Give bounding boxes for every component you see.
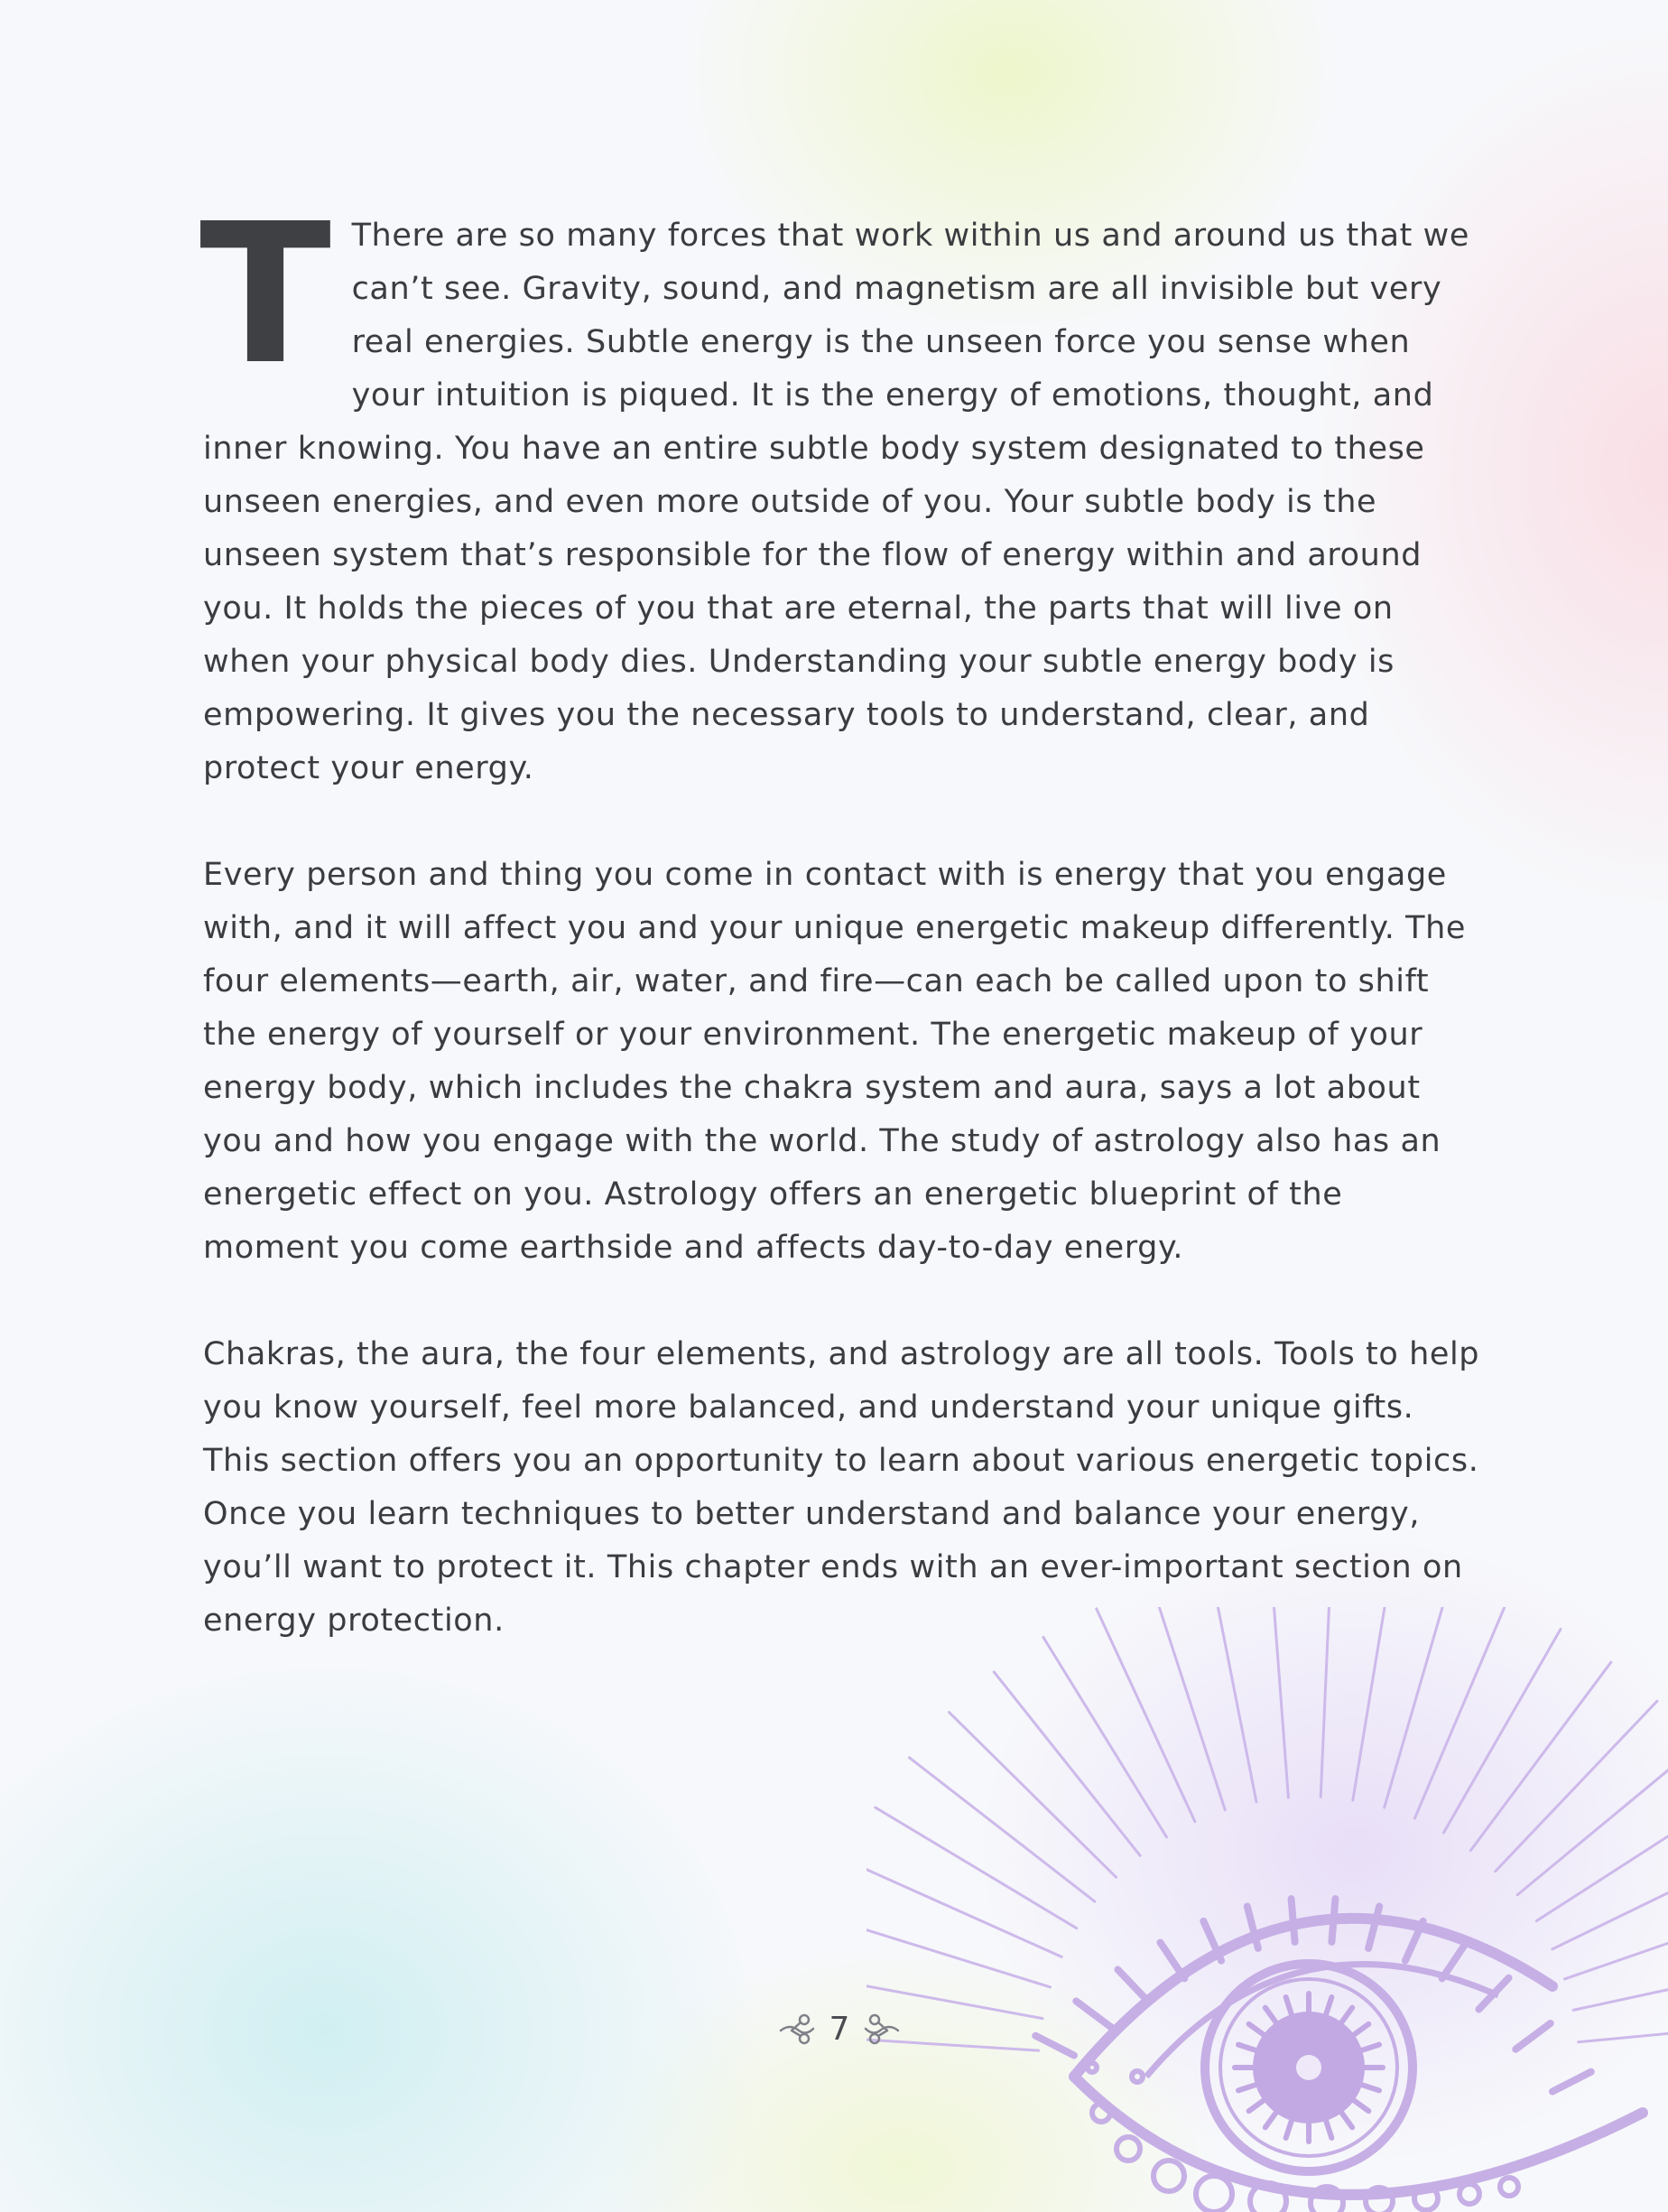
iris-ray <box>1326 1997 1332 2016</box>
iris-ray <box>1265 2112 1277 2128</box>
iris-ray <box>1353 2099 1369 2111</box>
iris-ray <box>1360 2085 1379 2091</box>
eye-lash <box>1076 2001 1110 2027</box>
eye-ray <box>1353 1607 1391 1800</box>
eye-ray <box>866 1861 1061 1956</box>
iris-ray <box>1340 2112 1352 2128</box>
eye-ray <box>1271 1607 1289 1798</box>
eye-ray <box>1552 1846 1668 1949</box>
iris-ray <box>1286 1997 1293 2016</box>
eye-lash <box>1515 2023 1550 2049</box>
drop-cap: T <box>199 182 332 407</box>
eye-lash <box>1442 1943 1467 1979</box>
eye-lash <box>1368 1906 1379 1947</box>
paragraph-3: Chakras, the aura, the four elements, and astrology are all tools. Tools to help you know yourself, feel more balanced, and understand your unique gifts. This section offers you an opportunity to learn about various energetic topics. Once you learn techniques to better understand and balance your energy, you’ll want to protect it. This chapter ends with an ever-important section on energy protection. <box>203 1336 1480 1639</box>
eye-ray <box>1565 1902 1668 1979</box>
eye-lash <box>1478 1978 1508 2010</box>
eye-ray <box>1414 1607 1506 1818</box>
eye-ray <box>1097 1609 1195 1822</box>
eye-ray <box>1320 1607 1330 1797</box>
page-number: 7 <box>829 2010 850 2048</box>
body-text <box>199 182 1485 1701</box>
eye-ray <box>1443 1629 1561 1832</box>
paragraph-1 <box>199 182 1485 795</box>
eye-lash <box>1035 2036 1074 2056</box>
iris-ray <box>1360 2045 1379 2051</box>
iris-ray <box>1326 2119 1332 2138</box>
iris-ray <box>1238 2085 1257 2091</box>
iris-ray <box>1249 2024 1265 2036</box>
paragraph-1-text: There are so many forces that work within us and around us that we can’t see. Gravity, sound, and magnetism are all invisible but very real energies. Subtle energy is the unseen force you sense when your intuition is piqued. It is the energy of emotions, thought, and inner knowing. You have an entire subtle body system designated to these unseen energies, and even more outside of you. Your subtle body is the unseen system that’s responsible for the flow of energy within and around you. It holds the pieces of you that are eternal, the parts that will live on when your physical body dies. Understanding your subtle energy body is empowering. It gives you the necessary tools to understand, clear, and protect your energy. <box>203 218 1470 786</box>
iris-ray <box>1286 2119 1293 2138</box>
iris-ray <box>1340 2008 1352 2024</box>
radiant-eye-icon <box>866 1607 1668 2212</box>
eye-ray <box>1153 1607 1225 1810</box>
eye-ray <box>1573 1960 1668 2010</box>
eye-ray <box>1211 1607 1256 1802</box>
eye-ray <box>876 1808 1077 1929</box>
eye-lash <box>1331 1899 1335 1942</box>
iris-ray <box>1249 2099 1265 2111</box>
page-footer <box>758 2006 921 2051</box>
scissor-flourish-icon <box>777 2011 817 2047</box>
eye-ray <box>866 1918 1051 1987</box>
eye-ray <box>1579 2020 1668 2041</box>
eye-lash <box>1161 1943 1185 1979</box>
eye-lash <box>1117 1970 1147 2002</box>
eye-lash <box>1552 2072 1591 2092</box>
eye-lash <box>1292 1899 1295 1942</box>
scissor-flourish-icon <box>862 2011 902 2047</box>
iris-ray <box>1238 2045 1257 2051</box>
paragraph-2: Every person and thing you come in contact with is energy that you engage with, and it will affect you and your unique energetic makeup differently. The four elements—earth, air, water, and fire—can each be called upon to shift the energy of yourself or your environment. The energetic makeup of your energy body, which includes the chakra system and aura, says a lot about you and how you engage with the world. The study of astrology also has an energetic effect on you. Astrology offers an energetic blueprint of the moment you come earthside and affects day-to-day energy. <box>203 857 1467 1266</box>
iris-ray <box>1265 2008 1277 2024</box>
eye-ray <box>1385 1607 1450 1808</box>
eye-ray <box>1043 1637 1167 1836</box>
iris-ray <box>1353 2024 1369 2036</box>
